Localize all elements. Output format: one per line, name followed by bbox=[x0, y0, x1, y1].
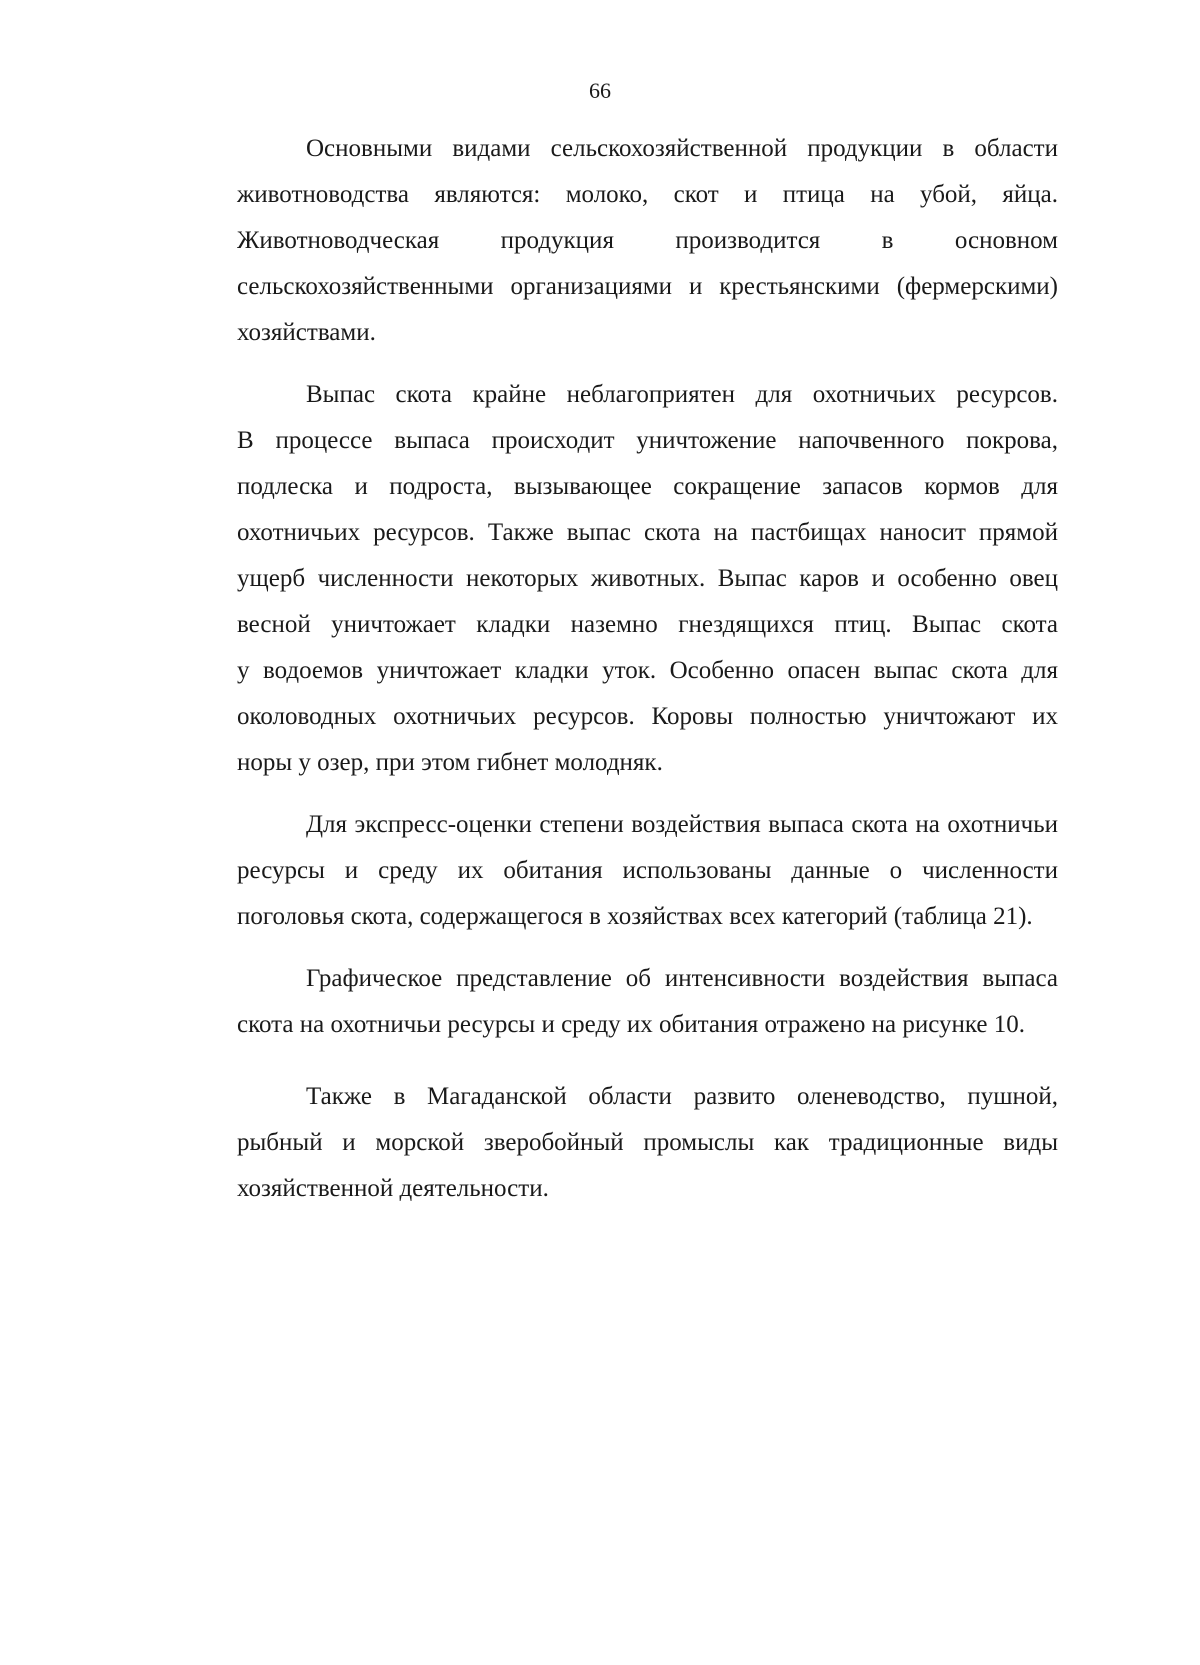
paragraph-4 bbox=[168, 956, 1058, 1048]
text-line: Также в Магаданской области развито оленеводство, пушной, bbox=[306, 1083, 1058, 1110]
text-line: Для экспресс-оценки степени воздействия выпаса скота на охотничьи bbox=[306, 811, 1058, 838]
text-line: рыбный и морской зверобойный промыслы как традиционные виды bbox=[237, 1129, 1058, 1156]
page-number: 66 bbox=[589, 78, 611, 103]
paragraph-1 bbox=[168, 126, 1058, 356]
text-line: Графическое представление об интенсивности воздействия выпаса bbox=[306, 965, 1058, 992]
paragraph-3 bbox=[168, 802, 1058, 940]
text-line: Животноводческая продукция производится в основном bbox=[237, 227, 1058, 254]
text-line: ресурсы и среду их обитания использованы данные о численности bbox=[237, 857, 1058, 884]
text-line: поголовья скота, содержащегося в хозяйствах всех категорий (таблица 21). bbox=[237, 903, 1033, 930]
text-line: подлеска и подроста, вызывающее сокращение запасов кормов для bbox=[237, 473, 1058, 500]
text-line: хозяйствами. bbox=[237, 319, 376, 346]
text-line: скота на охотничьи ресурсы и среду их обитания отражено на рисунке 10. bbox=[237, 1011, 1026, 1038]
text-line: Выпас скота крайне неблагоприятен для охотничьих ресурсов. bbox=[306, 381, 1058, 408]
text-line: у водоемов уничтожает кладки уток. Особенно опасен выпас скота для bbox=[237, 657, 1058, 684]
text-line: В процессе выпаса происходит уничтожение напочвенного покрова, bbox=[237, 427, 1058, 454]
paragraph-5 bbox=[168, 1074, 1058, 1212]
text-line: норы у озер, при этом гибнет молодняк. bbox=[237, 749, 663, 776]
text-line: сельскохозяйственными организациями и крестьянскими (фермерскими) bbox=[237, 273, 1058, 300]
text-line: хозяйственной деятельности. bbox=[237, 1175, 549, 1202]
text-line: околоводных охотничьих ресурсов. Коровы полностью уничтожают их bbox=[237, 703, 1058, 730]
paragraph-2 bbox=[168, 372, 1058, 786]
text-line: охотничьих ресурсов. Также выпас скота на пастбищах наносит прямой bbox=[237, 519, 1058, 546]
text-line: весной уничтожает кладки наземно гнездящихся птиц. Выпас скота bbox=[237, 611, 1058, 638]
text-line: Основными видами сельскохозяйственной продукции в области bbox=[306, 135, 1058, 162]
text-line: животноводства являются: молоко, скот и птица на убой, яйца. bbox=[237, 181, 1058, 208]
text-line: ущерб численности некоторых животных. Выпас каров и особенно овец bbox=[237, 565, 1058, 592]
body-text bbox=[168, 126, 1058, 1212]
